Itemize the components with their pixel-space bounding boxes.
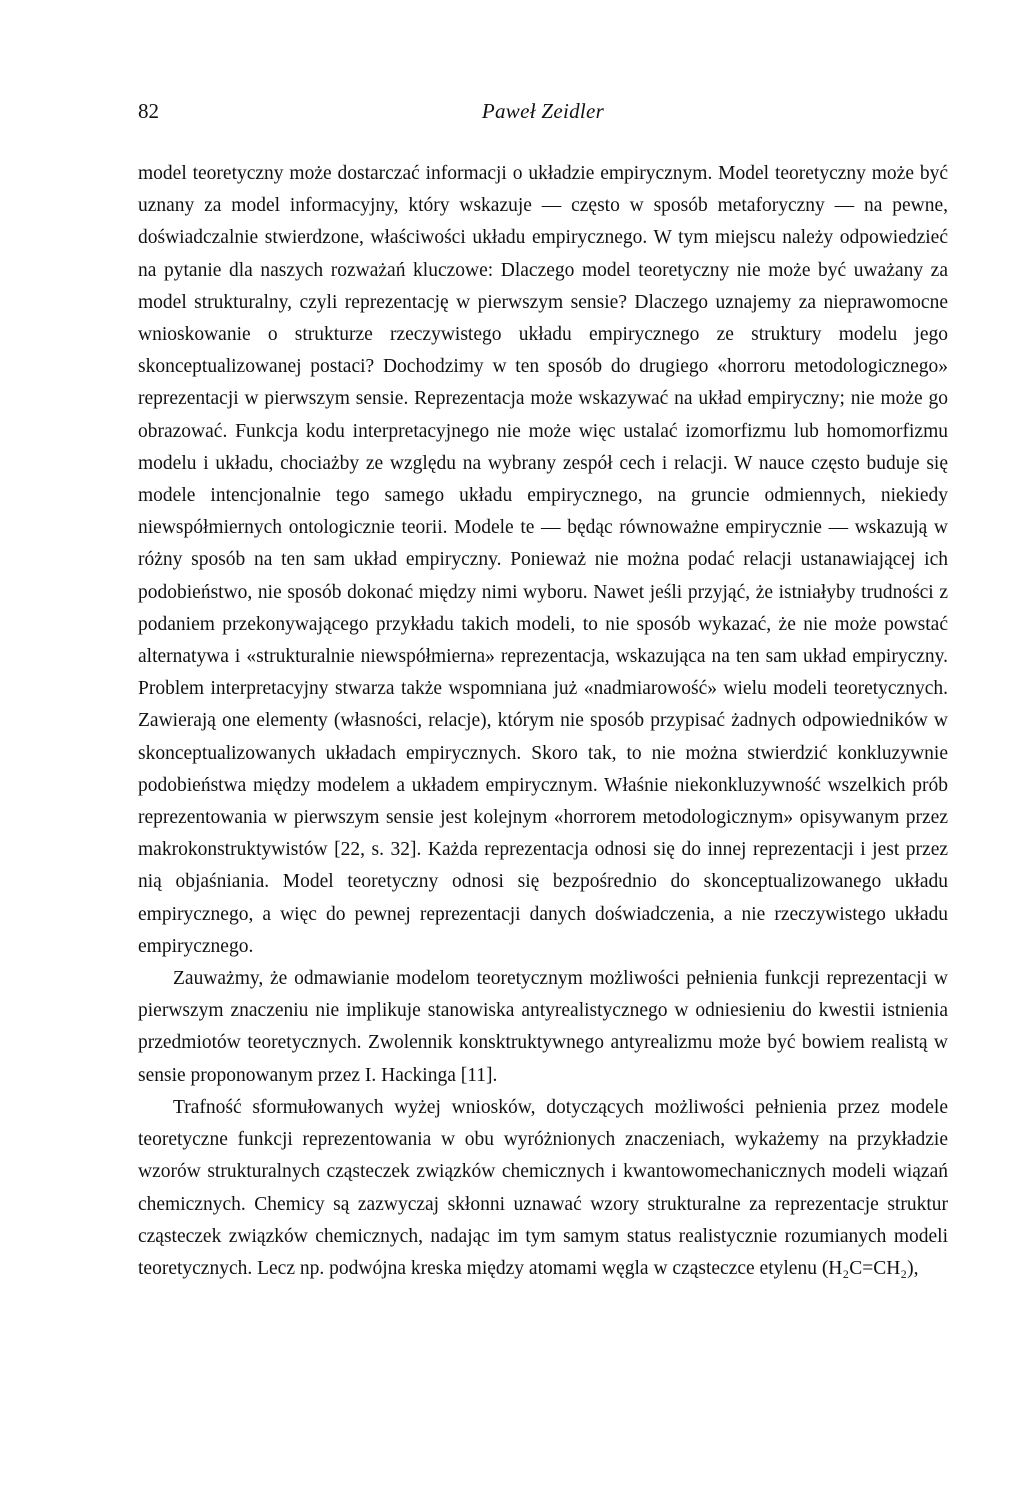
- page-header: [138, 96, 948, 126]
- paragraph-2: Zauważmy, że odmawianie modelom teoretycznym możliwości pełnienia funkcji reprezentacji w pierwszym znaczeniu nie implikuje stanowiska antyrealistycznego w odniesieniu do kwestii istnienia przedmiotów teoretycznych. Zwolennik konsktruktywnego antyrealizmu może być bowiem realistą w sensie proponowanym przez I. Hackinga [11].: [138, 968, 948, 1086]
- running-head-author: Paweł Zeidler: [481, 99, 605, 123]
- paragraph-1: model teoretyczny może dostarczać informacji o układzie empirycznym. Model teoretyczny może być uznany za model informacyjny, który wskazuje — często w sposób metaforyczny — na pewne, doświadczalnie stwierdzone, właściwości układu empirycznego. W tym miejscu należy odpowiedzieć na pytanie dla naszych rozważań kluczowe: Dlaczego model teoretyczny nie może być uważany za model strukturalny, czyli reprezentację w pierwszym sensie? Dlaczego uznajemy za nieprawomocne wnioskowanie o strukturze rzeczywistego układu empirycznego ze struktury modelu jego skonceptualizowanej postaci? Dochodzimy w ten sposób do drugiego «horroru metodologicznego» reprezentacji w pierwszym sensie. Reprezentacja może wskazywać na układ empiryczny; nie może go obrazować. Funkcja kodu interpretacyjnego nie może więc ustalać izomorfizmu lub homomorfizmu modelu i układu, chociażby ze względu na wybrany zespół cech i relacji. W nauce często buduje się modele intencjonalnie tego samego układu empirycznego, na gruncie odmiennych, niekiedy niewspółmiernych ontologicznie teorii. Modele te — będąc równoważne empirycznie — wskazują w różny sposób na ten sam układ empiryczny. Ponieważ nie można podać relacji ustanawiającej ich podobieństwo, nie sposób dokonać między nimi wyboru. Nawet jeśli przyjąć, że istniałyby trudności z podaniem przekonywającego przykładu takich modeli, to nie sposób wykazać, że nie może powstać alternatywa i «strukturalnie niewspółmierna» reprezentacja, wskazująca na ten sam układ empiryczny. Problem interpretacyjny stwarza także wspomniana już «nadmiarowość» wielu modeli teoretycznych. Zawierają one elementy (własności, relacje), którym nie sposób przypisać żadnych odpowiedników w skonceptualizowanych układach empirycznych. Skoro tak, to nie można stwierdzić konkluzywnie podobieństwa między modelem a układem empirycznym. Właśnie niekonkluzywność wszelkich prób reprezentowania w pierwszym sensie jest kolejnym «horrorem metodologicznym» opisywanym przez makrokonstruktywistów [22, s. 32]. Każda reprezentacja odnosi się do innej reprezentacji i jest przez nią objaśniania. Model teoretyczny odnosi się bezpośrednio do skonceptualizowanego układu empirycznego, a więc do pewnej reprezentacji danych doświadczenia, a nie rzeczywistego układu empirycznego.: [138, 163, 948, 957]
- body-text: [138, 158, 948, 1285]
- paragraph-3: Trafność sformułowanych wyżej wniosków, dotyczących możliwości pełnienia przez modele teoretyczne funkcji reprezentowania w obu wyróżnionych znaczeniach, wykażemy na przykładzie wzorów strukturalnych cząsteczek związków chemicznych i kwantowomechanicznych modeli wiązań chemicznych. Chemicy są zazwyczaj skłonni uznawać wzory strukturalne za reprezentacje struktur cząsteczek związków chemicznych, nadając im tym samym status realistycznie rozumianych modeli teoretycznych. Lecz np. podwójna kreska między atomami węgla w cząsteczce etylenu (H₂C=CH₂),: [138, 1096, 948, 1279]
- page-number: 82: [138, 99, 159, 123]
